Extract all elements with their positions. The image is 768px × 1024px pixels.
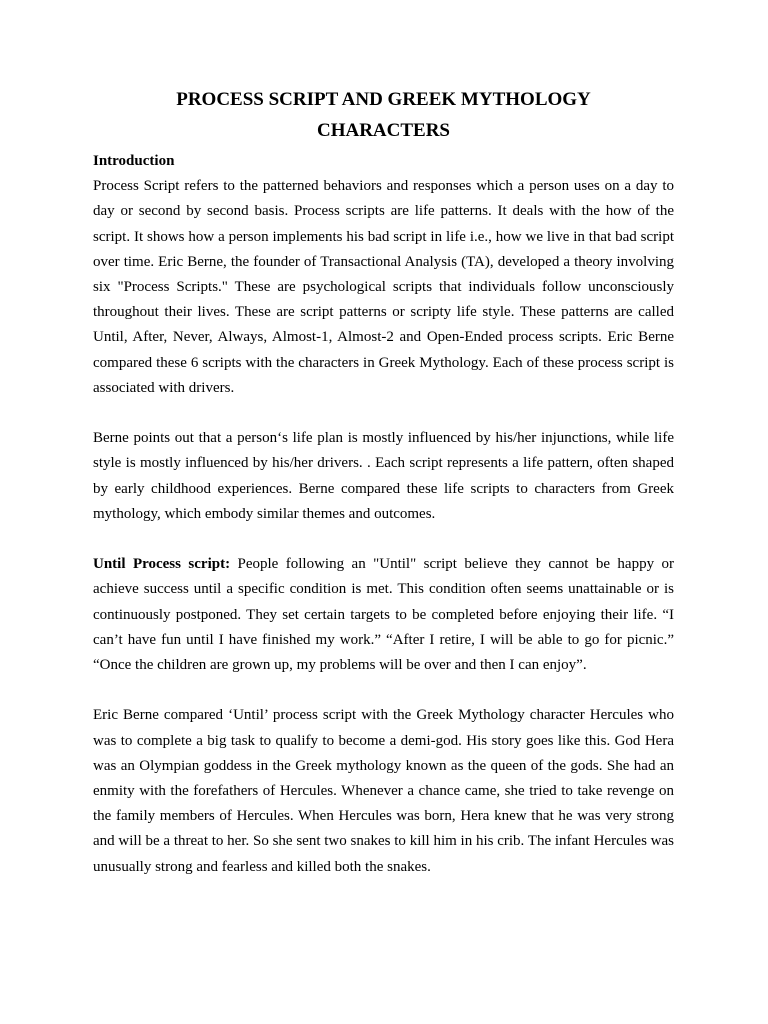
paragraph-hercules: Eric Berne compared ‘Until’ process script with the Greek Mythology character Hercules who was to complete a big task to qualify to become a demi-god. His story goes like this. God Hera was an Olympian goddess in the Greek mythology known as the queen of the gods. She had an enmity with the forefathers of Hercules. Whenever a chance came, she tried to take revenge on the family members of Hercules. When Hercules was born, Hera knew that he was very strong and will be a threat to her. So she sent two snakes to kill him in his crib. The infant Hercules was unusually strong and fearless and killed both the snakes. (93, 707, 674, 875)
paragraph-until-script (93, 552, 674, 678)
until-script-body: People following an "Until" script believe they cannot be happy or achieve success until a specific condition is met. This condition often seems unattainable or is continuously postponed. They set certain targets to be completed before enjoying their life. “I can’t have fun until I have finished my work.” “After I retire, I will be able to go for picnic.” “Once the children are grown up, my problems will be over and then I can enjoy”. (93, 556, 674, 674)
paragraph-intro: Process Script refers to the patterned behaviors and responses which a person uses on a day to day or second by second basis. Process scripts are life patterns. It deals with the how of the script. It shows how a person implements his bad script in life i.e., how we live in that bad script over time. Eric Berne, the founder of Transactional Analysis (TA), developed a theory involving six "Process Scripts." These are psychological scripts that individuals follow unconsciously throughout their lives. These are script patterns or scripty life style. These patterns are called Until, After, Never, Always, Almost-1, Almost-2 and Open-Ended process scripts. Eric Berne compared these 6 scripts with the characters in Greek Mythology. Each of these process script is associated with drivers. (93, 178, 674, 396)
until-script-lead: Until Process script: (93, 556, 231, 573)
document-title-line-1: PROCESS SCRIPT AND GREEK MYTHOLOGY (176, 89, 591, 110)
document-page (93, 84, 674, 880)
paragraph-life-plan: Berne points out that a person‘s life plan is mostly influenced by his/her injunctions, while life style is mostly influenced by his/her drivers. . Each script represents a life pattern, often shaped by early childhood experiences. Berne compared these life scripts to characters from Greek mythology, which embody similar themes and outcomes. (93, 430, 674, 522)
introduction-heading: Introduction (93, 153, 175, 169)
document-title-line-2: CHARACTERS (316, 120, 451, 141)
